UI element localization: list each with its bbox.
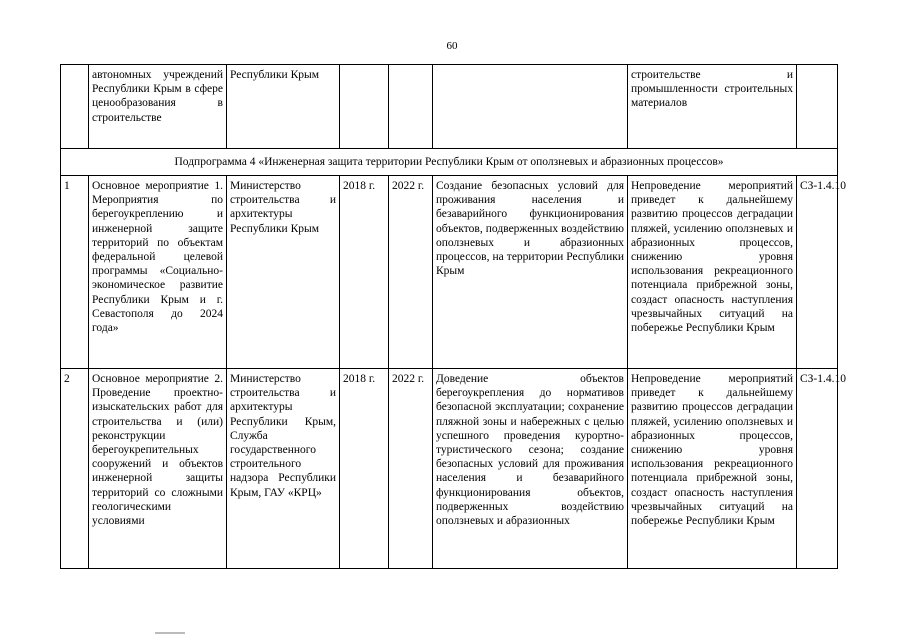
table-row <box>61 369 838 569</box>
cell-expected-result: Доведение объектов берегоукрепления до нормативов безопасной эксплуатации; сохранение пляжной зоны и набережных с целью успешного проведения курортно-туристического сезона; создание безопасных условий для проживания населения и безаварийного функционирования объектов, подверженных воздействию оползневых и абразионных <box>433 369 628 569</box>
cell-consequence: Непроведение мероприятий приведет к дальнейшему развитию процессов деградации пляжей, усилению оползневых и абразионных процессов, снижению уровня использования рекреационного потенциала прибрежной зоны, создаст опасность наступления чрезвычайных ситуаций на побережье Республики Крым <box>628 369 797 569</box>
cell-num <box>61 65 89 149</box>
subprogram-title: Подпрограмма 4 «Инженерная защита территории Республики Крым от оползневых и абразионных процессов» <box>61 149 838 176</box>
cell-end-year: 2022 г. <box>389 369 433 569</box>
cell-end-year: 2022 г. <box>389 176 433 369</box>
page-number: 60 <box>446 40 458 52</box>
cell-code: СЗ-1.4.10 <box>797 176 838 369</box>
cell-measure-name: Основное мероприятие 1. Мероприятия по берегоукреплению и инженерной защите территорий по объектам федеральной целевой программы «Социально-экономическое развитие Республики Крым и г. Севастополя до 2024 года» <box>89 176 227 369</box>
table-row <box>61 176 838 369</box>
cell-executor: Министерство строительства и архитектуры Республики Крым <box>227 176 340 369</box>
cell-executor: Республики Крым <box>227 65 340 149</box>
cell-measure-name: автономных учреждений Республики Крым в сфере ценообразования в строительстве <box>89 65 227 149</box>
cell-end-year <box>389 65 433 149</box>
cell-code <box>797 65 838 149</box>
scan-mark <box>155 632 185 634</box>
cell-expected-result: Создание безопасных условий для проживания населения и безаварийного функционирования объектов, подверженных воздействию оползневых и абразионных процессов, на территории Республики Крым <box>433 176 628 369</box>
cell-start-year: 2018 г. <box>340 369 389 569</box>
measures-table <box>60 64 847 569</box>
table-row-continued <box>61 65 838 149</box>
subprogram-header-row <box>61 149 838 176</box>
cell-consequence: Непроведение мероприятий приведет к дальнейшему развитию процессов деградации пляжей, усилению оползневых и абразионных процессов, снижению уровня использования рекреационного потенциала прибрежной зоны, создаст опасность наступления чрезвычайных ситуаций на побережье Республики Крым <box>628 176 797 369</box>
cell-code: СЗ-1.4.10 <box>797 369 838 569</box>
cell-start-year: 2018 г. <box>340 176 389 369</box>
cell-executor: Министерство строительства и архитектуры Республики Крым, Служба государственного строительного надзора Республики Крым, ГАУ «КРЦ» <box>227 369 340 569</box>
cell-consequence: строительстве и промышленности строительных материалов <box>628 65 797 149</box>
cell-measure-name: Основное мероприятие 2. Проведение проектно-изыскательских работ для строительства и (или) реконструкции берегоукрепительных сооружений и объектов инженерной защиты территорий со сложными геологическими условиями <box>89 369 227 569</box>
cell-expected-result <box>433 65 628 149</box>
cell-num: 1 <box>61 176 89 369</box>
cell-num: 2 <box>61 369 89 569</box>
cell-start-year <box>340 65 389 149</box>
